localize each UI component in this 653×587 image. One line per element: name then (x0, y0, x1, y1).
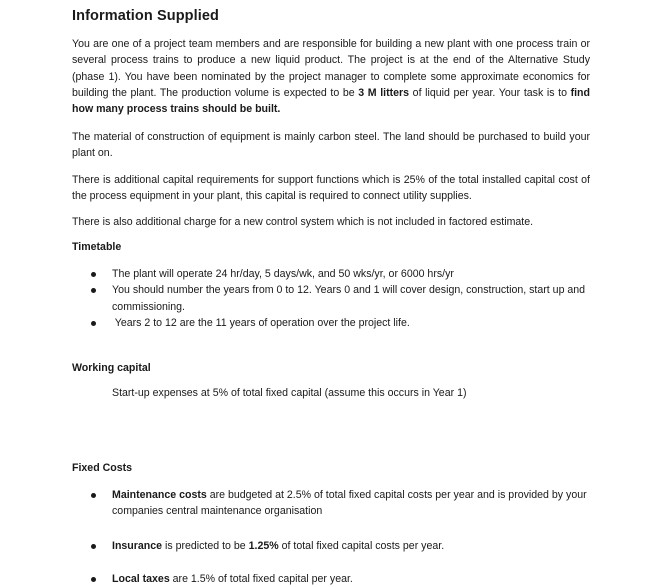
maintenance-text: are budgeted at 2.5% of total fixed capital costs per year and is provided by your companies central maintenance organisation (112, 489, 587, 518)
bullet-icon (91, 544, 96, 549)
local-taxes-label: Local taxes (112, 573, 170, 585)
insurance-label: Insurance (112, 540, 163, 552)
insurance-text-end: of total fixed capital costs per year. (278, 540, 445, 552)
timetable-list (90, 266, 590, 331)
control-system-paragraph: There is also additional charge for a new control system which is not included in factored estimate. (72, 216, 534, 228)
intro-text-1: You are one of a project team members and are responsible for building a new plant with one process train or several process trains to produce a new liquid product. The project is at the end of the Alternative Study (phase 1). You have been nominated by the project manager to complete some approximate economics for building the plant. The production volume is expected to be (72, 38, 590, 99)
fixed-costs-maintenance-list (90, 487, 590, 520)
list-item (90, 538, 590, 554)
fixed-costs-heading: Fixed Costs (72, 462, 133, 474)
timetable-bullet-text: Years 2 to 12 are the 11 years of operation over the project life. (112, 316, 410, 329)
timetable-heading: Timetable (72, 241, 122, 253)
list-item (90, 282, 590, 315)
bullet-icon (91, 272, 96, 277)
material-paragraph: The material of construction of equipment is mainly carbon steel. The land should be purchased to build your plant on. (72, 131, 590, 160)
working-capital-heading: Working capital (72, 362, 151, 374)
task-statement: find how many process trains should be built. (72, 86, 590, 116)
support-paragraph: There is additional capital requirements for support functions which is 25% of the total installed capital cost of the process equipment in your plant, this capital is required to connect utility supplies. (72, 174, 590, 203)
list-item (90, 487, 590, 520)
list-item (90, 266, 590, 282)
document-title: Information Supplied (72, 8, 219, 24)
bullet-icon (91, 577, 96, 582)
timetable-bullet-text: You should number the years from 0 to 12. Years 0 and 1 will cover design, construction, start up and commissioning. (112, 284, 586, 313)
local-taxes-text: are 1.5% of total fixed capital per year. (169, 573, 353, 585)
production-volume: 3 M litters (358, 86, 410, 99)
intro-paragraph (72, 36, 590, 117)
list-item (90, 315, 590, 331)
insurance-text: is predicted to be (162, 540, 249, 552)
insurance-rate: 1.25% (248, 540, 279, 552)
maintenance-label: Maintenance costs (112, 489, 207, 501)
bullet-icon (91, 321, 96, 326)
bullet-icon (91, 288, 96, 293)
timetable-bullet-text: The plant will operate 24 hr/day, 5 days/wk, and 50 wks/yr, or 6000 hrs/yr (112, 268, 454, 280)
working-capital-text: Start-up expenses at 5% of total fixed capital (assume this occurs in Year 1) (112, 387, 467, 399)
bullet-icon (91, 493, 96, 498)
list-item (90, 571, 590, 587)
fixed-costs-insurance-list (90, 538, 590, 554)
intro-text-2: of liquid per year. Your task is to (409, 86, 571, 99)
fixed-costs-taxes-list (90, 571, 590, 587)
